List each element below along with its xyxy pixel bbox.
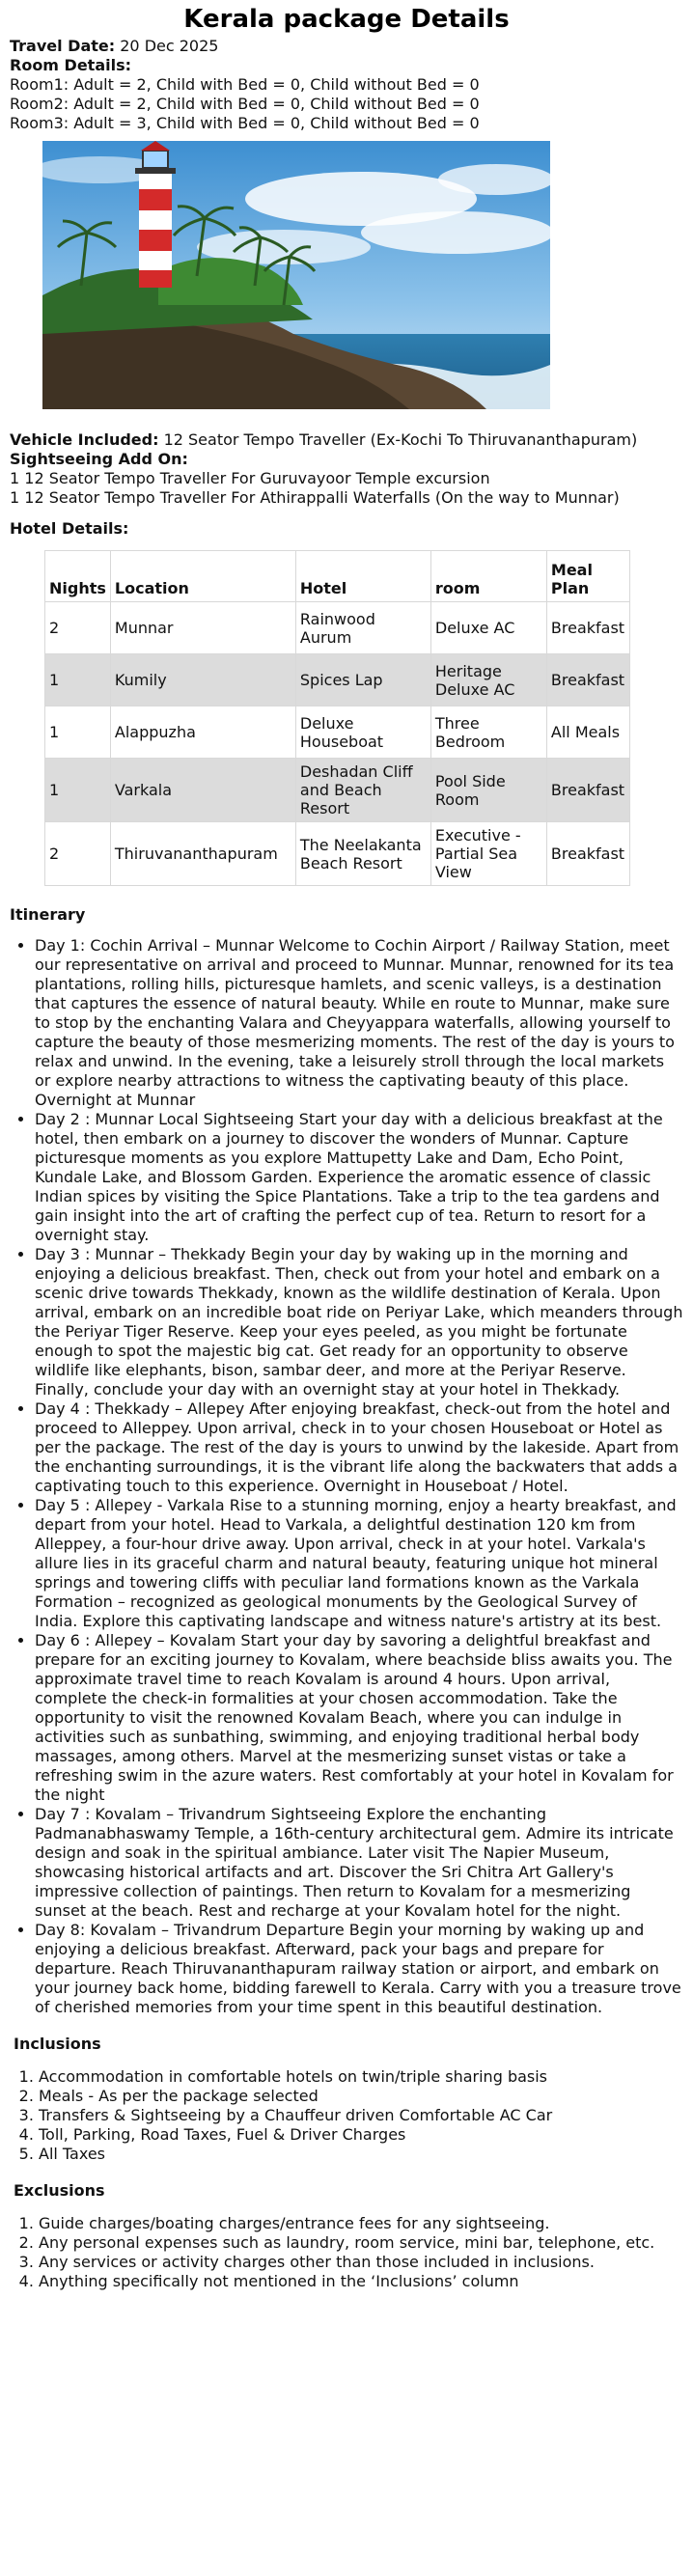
- table-cell: Thiruvananthapuram: [110, 822, 295, 886]
- sightseeing-item: 1 12 Seator Tempo Traveller For Athirappalli Waterfalls (On the way to Munnar): [10, 488, 620, 507]
- table-cell: The Neelakanta Beach Resort: [295, 822, 430, 886]
- itinerary-day: • Day 5 : Allepey - Varkala Rise to a stunning morning, enjoy a hearty breakfast, and depart from your hotel. Head to Varkala, a delightful destination 120 km from Alleppey, a four-hour drive away. Upon arrival, check in at your hotel. Varkala's allure lies in its graceful charm and natural beauty, featuring unique hot mineral springs and towering cliffs with peculiar land formations known as the Varkala Formation – recognized as geological monuments by the Geological Survey of India. Explore this captivating landscape and witness nature's artistry at its best.: [35, 1496, 683, 1631]
- room-line: Room1: Adult = 2, Child with Bed = 0, Child without Bed = 0: [10, 75, 480, 94]
- table-cell: Breakfast: [546, 759, 629, 822]
- list-item: 2. Meals - As per the package selected: [39, 2087, 683, 2106]
- list-item: 2. Any personal expenses such as laundry, room service, mini bar, telephone, etc.: [39, 2233, 683, 2253]
- room-line: Room3: Adult = 3, Child with Bed = 0, Child without Bed = 0: [10, 114, 480, 132]
- table-header-row: [45, 551, 630, 602]
- list-item: 5. All Taxes: [39, 2145, 683, 2164]
- inclusions-heading: Inclusions: [14, 2035, 101, 2053]
- itinerary-day: • Day 1: Cochin Arrival – Munnar Welcome to Cochin Airport / Railway Station, meet our representative on arrival and proceed to Munnar. Munnar, renowned for its tea plantations, rolling hills, picturesque hamlets, and scenic valleys, is a destination that captures the essence of natural beauty. While en route to Munnar, make sure to stop by the enchanting Valara and Cheyyappara waterfalls, allowing yourself to capture the beauty of those mesmerizing moments. The rest of the day is yours to relax and unwind. In the evening, take a leisurely stroll through the local markets or explore nearby attractions to witness the captivating beauty of this place. Overnight at Munnar: [35, 936, 683, 1110]
- table-cell: Deshadan Cliff and Beach Resort: [295, 759, 430, 822]
- list-item: 1. Accommodation in comfortable hotels on twin/triple sharing basis: [39, 2067, 683, 2087]
- column-header: Hotel: [295, 551, 430, 602]
- table-cell: Three Bedroom: [430, 706, 546, 759]
- room-details-label: Room Details:: [10, 56, 132, 74]
- vehicle-value: 12 Seator Tempo Traveller (Ex-Kochi To Thiruvananthapuram): [163, 430, 638, 449]
- list-item: 1. Guide charges/boating charges/entrance fees for any sightseeing.: [39, 2214, 683, 2233]
- inclusions-list: [10, 2067, 683, 2164]
- table-cell: 1: [45, 654, 111, 706]
- table-cell: 2: [45, 602, 111, 654]
- table-cell: Varkala: [110, 759, 295, 822]
- itinerary-day: • Day 7 : Kovalam – Trivandrum Sightseeing Explore the enchanting Padmanabhaswamy Temple, a 16th-century architectural gem. Admire its intricate design and soak in the spiritual ambiance. Later visit The Napier Museum, showcasing historical artifacts and art. Discover the Sri Chitra Art Gallery's impressive collection of paintings. Then return to Kovalam for a mesmerizing sunset at the beach. Rest and recharge at your Kovalam hotel for the night.: [35, 1805, 683, 1921]
- itinerary-day: • Day 3 : Munnar – Thekkady Begin your day by waking up in the morning and enjoying a delicious breakfast. Then, check out from your hotel and embark on a scenic drive towards Thekkady, known as the wildlife destination of Kerala. Upon arrival, embark on an incredible boat ride on Periyar Lake, which meanders through the Periyar Tiger Reserve. Keep your eyes peeled, as you might be fortunate enough to spot the majestic big cat. Get ready for an opportunity to observe wildlife like elephants, bison, sambar deer, and more at the Periyar Reserve. Finally, conclude your day with an overnight stay at your hotel in Thekkady.: [35, 1245, 683, 1399]
- table-cell: Pool Side Room: [430, 759, 546, 822]
- list-item: 3. Transfers & Sightseeing by a Chauffeur driven Comfortable AC Car: [39, 2106, 683, 2125]
- column-header: room: [430, 551, 546, 602]
- exclusions-list: [10, 2214, 683, 2291]
- vehicle-included: [10, 430, 683, 450]
- table-cell: All Meals: [546, 706, 629, 759]
- page-title: Kerala package Details: [183, 5, 510, 34]
- list-item: 3. Any services or activity charges other than those included in inclusions.: [39, 2253, 683, 2272]
- table-cell: Breakfast: [546, 822, 629, 886]
- table-cell: Rainwood Aurum: [295, 602, 430, 654]
- itinerary-day: • Day 6 : Allepey – Kovalam Start your day by savoring a delightful breakfast and prepare for an exciting journey to Kovalam, where beachside bliss awaits you. The approximate travel time to reach Kovalam is around 4 hours. Upon arrival, complete the check-in formalities at your chosen accommodation. Take the opportunity to visit the renowned Kovalam Beach, where you can indulge in activities such as sunbathing, swimming, and enjoying traditional herbal body massages, among others. Marvel at the mesmerizing sunset vistas or take a refreshing swim in the azure waters. Rest comfortably at your hotel in Kovalam for the night: [35, 1631, 683, 1805]
- column-header: Meal Plan: [546, 551, 629, 602]
- column-header: Nights: [45, 551, 111, 602]
- vehicle-label: Vehicle Included:: [10, 430, 159, 449]
- list-item: 4. Anything specifically not mentioned in the ‘Inclusions’ column: [39, 2272, 683, 2291]
- travel-date-label: Travel Date:: [10, 37, 116, 55]
- table-cell: 1: [45, 706, 111, 759]
- hotel-table: [44, 550, 630, 886]
- lighthouse-image: [42, 141, 550, 409]
- table-cell: Alappuzha: [110, 706, 295, 759]
- exclusions-heading: Exclusions: [14, 2181, 105, 2200]
- table-cell: 2: [45, 822, 111, 886]
- table-cell: Kumily: [110, 654, 295, 706]
- column-header: Location: [110, 551, 295, 602]
- itinerary-list: [10, 936, 683, 2017]
- sightseeing-item: 1 12 Seator Tempo Traveller For Guruvayoor Temple excursion: [10, 469, 490, 487]
- itinerary-day: • Day 2 : Munnar Local Sightseeing Start your day with a delicious breakfast at the hotel, then embark on a journey to discover the wonders of Munnar. Capture picturesque moments as you explore Mattupetty Lake and Dam, Echo Point, Kundale Lake, and Blossom Garden. Experience the aromatic essence of classic Indian spices by visiting the Spice Plantations. Take a trip to the tea gardens and gain insight into the art of crafting the perfect cup of tea. Return to resort for a overnight stay.: [35, 1110, 683, 1245]
- itinerary-day: • Day 4 : Thekkady – Allepey After enjoying breakfast, check-out from the hotel and proceed to Alleppey. Upon arrival, check in to your chosen Houseboat or Hotel as per the package. The rest of the day is yours to unwind by the lakeside. Apart from the enchanting surroundings, it is the vibrant life along the backwaters that adds a captivating touch to this experience. Overnight in Houseboat / Hotel.: [35, 1399, 683, 1496]
- table-row: [45, 706, 630, 759]
- table-cell: Spices Lap: [295, 654, 430, 706]
- hotel-details-label: Hotel Details:: [10, 519, 129, 538]
- table-cell: Munnar: [110, 602, 295, 654]
- table-cell: 1: [45, 759, 111, 822]
- table-cell: Deluxe Houseboat: [295, 706, 430, 759]
- table-row: [45, 654, 630, 706]
- list-item: 4. Toll, Parking, Road Taxes, Fuel & Driver Charges: [39, 2125, 683, 2145]
- table-cell: Executive - Partial Sea View: [430, 822, 546, 886]
- table-cell: Breakfast: [546, 602, 629, 654]
- travel-date-value: 20 Dec 2025: [120, 37, 219, 55]
- table-row: [45, 602, 630, 654]
- table-row: [45, 759, 630, 822]
- room-line: Room2: Adult = 2, Child with Bed = 0, Child without Bed = 0: [10, 95, 480, 113]
- itinerary-heading: Itinerary: [10, 905, 86, 924]
- table-row: [45, 822, 630, 886]
- sightseeing-label: Sightseeing Add On:: [10, 450, 188, 468]
- itinerary-day: • Day 8: Kovalam – Trivandrum Departure Begin your morning by waking up and enjoying a delicious breakfast. Afterward, pack your bags and prepare for departure. Reach Thiruvananthapuram railway station or airport, and embark on your journey back home, bidding farewell to Kerala. Carry with you a treasure trove of cherished memories from your time spent in this beautiful destination.: [35, 1921, 683, 2017]
- table-cell: Breakfast: [546, 654, 629, 706]
- table-cell: Deluxe AC: [430, 602, 546, 654]
- travel-date: [10, 37, 683, 56]
- table-cell: Heritage Deluxe AC: [430, 654, 546, 706]
